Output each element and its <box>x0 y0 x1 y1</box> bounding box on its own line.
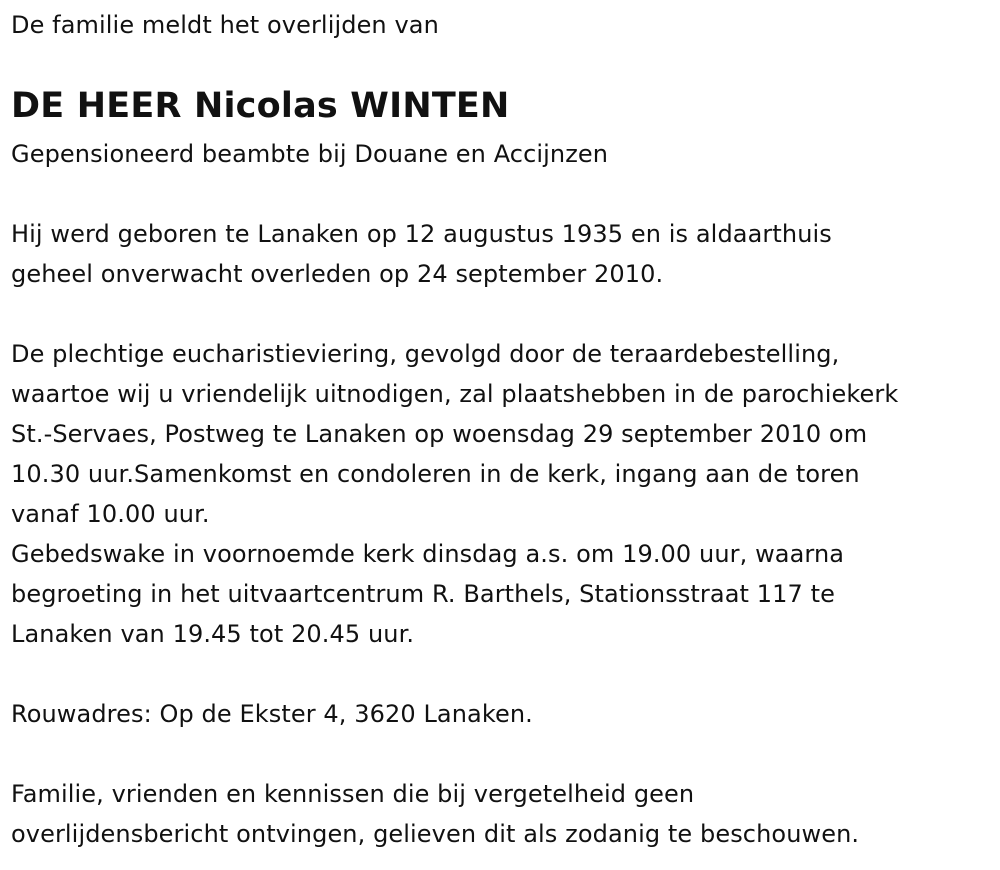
ceremony-paragraph <box>11 334 898 654</box>
birth-death-paragraph <box>11 214 832 294</box>
mourning-address-paragraph <box>11 694 533 734</box>
ceremony-line: vanaf 10.00 uur. <box>11 500 210 528</box>
intro-line: De familie meldt het overlijden van <box>11 11 439 39</box>
ceremony-line: begroeting in het uitvaartcentrum R. Barthels, Stationsstraat 117 te <box>11 580 835 608</box>
closing-paragraph <box>11 774 859 854</box>
deceased-name: DE HEER Nicolas WINTEN <box>11 86 510 126</box>
ceremony-line: De plechtige eucharistieviering, gevolgd door de teraardebestelling, <box>11 340 840 368</box>
closing-line: overlijdensbericht ontvingen, gelieven dit als zodanig te beschouwen. <box>11 820 860 848</box>
mourning-address: Rouwadres: Op de Ekster 4, 3620 Lanaken. <box>11 700 533 728</box>
ceremony-line: Lanaken van 19.45 tot 20.45 uur. <box>11 620 415 648</box>
ceremony-line: 10.30 uur.Samenkomst en condoleren in de kerk, ingang aan de toren <box>11 460 860 488</box>
closing-line: Familie, vrienden en kennissen die bij vergetelheid geen <box>11 780 695 808</box>
ceremony-line: waartoe wij u vriendelijk uitnodigen, zal plaatshebben in de parochiekerk <box>11 380 899 408</box>
ceremony-line: St.-Servaes, Postweg te Lanaken op woensdag 29 september 2010 om <box>11 420 868 448</box>
birth-death-line: Hij werd geboren te Lanaken op 12 augustus 1935 en is aldaarthuis <box>11 220 832 248</box>
occupation-line: Gepensioneerd beambte bij Douane en Accijnzen <box>11 140 609 168</box>
ceremony-line: Gebedswake in voornoemde kerk dinsdag a.s. om 19.00 uur, waarna <box>11 540 845 568</box>
birth-death-line: geheel onverwacht overleden op 24 september 2010. <box>11 260 664 288</box>
